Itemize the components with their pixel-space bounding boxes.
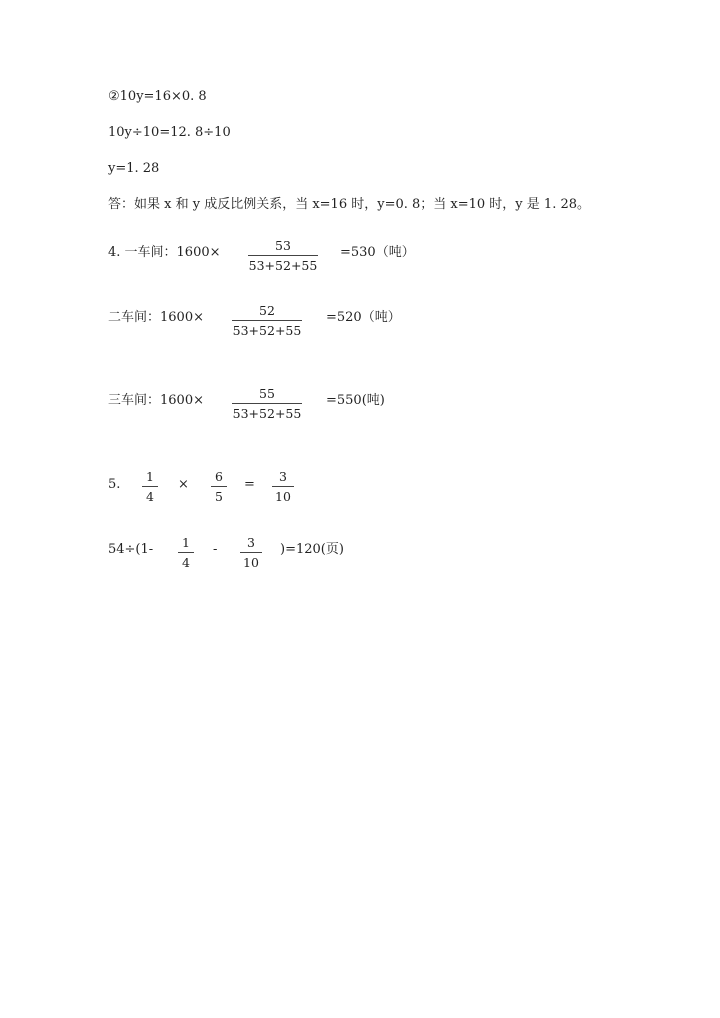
fraction-denominator: 5 bbox=[215, 489, 223, 504]
equation-line-3: y=1. 28 bbox=[108, 161, 160, 176]
fraction-denominator: 4 bbox=[146, 489, 154, 504]
fraction-denominator: 10 bbox=[243, 555, 259, 570]
fraction-denominator: 53+52+55 bbox=[248, 258, 318, 273]
fraction-bar bbox=[232, 320, 302, 321]
workshop-2-fraction bbox=[232, 303, 302, 338]
fraction-numerator: 3 bbox=[247, 535, 255, 550]
answer-line: 答：如果 x 和 y 成反比例关系，当 x=16 时，y=0. 8；当 x=10 时，y 是 1. 28。 bbox=[108, 197, 590, 212]
q5-line2-fraction-2 bbox=[240, 535, 262, 570]
equals-sign: = bbox=[244, 477, 255, 492]
fraction-numerator: 6 bbox=[215, 469, 223, 484]
question-5-label: 5. bbox=[108, 477, 121, 492]
q5-line2-fraction-1 bbox=[178, 535, 194, 570]
fraction-bar bbox=[142, 486, 158, 487]
times-sign: × bbox=[178, 477, 189, 492]
fraction-bar bbox=[272, 486, 294, 487]
q5-line2-prefix: 54÷(1- bbox=[108, 542, 154, 557]
fraction-bar bbox=[248, 255, 318, 256]
fraction-numerator: 52 bbox=[259, 303, 275, 318]
q5-fraction-2 bbox=[211, 469, 227, 504]
workshop-3-result: =550(吨) bbox=[326, 393, 385, 408]
workshop-3-prefix: 三车间：1600× bbox=[108, 393, 204, 408]
q5-line2-suffix: )=120(页) bbox=[280, 542, 344, 557]
workshop-2-prefix: 二车间：1600× bbox=[108, 310, 204, 325]
fraction-numerator: 3 bbox=[279, 469, 287, 484]
equation-line-2: 10y÷10=12. 8÷10 bbox=[108, 125, 231, 140]
fraction-numerator: 55 bbox=[259, 386, 275, 401]
workshop-2-result: =520（吨） bbox=[326, 310, 401, 325]
fraction-numerator: 1 bbox=[182, 535, 190, 550]
workshop-3-fraction bbox=[232, 386, 302, 421]
fraction-denominator: 53+52+55 bbox=[232, 323, 302, 338]
q5-fraction-3 bbox=[272, 469, 294, 504]
fraction-numerator: 1 bbox=[146, 469, 154, 484]
fraction-denominator: 10 bbox=[275, 489, 291, 504]
fraction-denominator: 53+52+55 bbox=[232, 406, 302, 421]
q5-fraction-1 bbox=[142, 469, 158, 504]
workshop-1-fraction bbox=[248, 238, 318, 273]
fraction-numerator: 53 bbox=[275, 238, 291, 253]
fraction-denominator: 4 bbox=[182, 555, 190, 570]
workshop-1-prefix: 4. 一车间：1600× bbox=[108, 245, 221, 260]
fraction-bar bbox=[178, 552, 194, 553]
workshop-1-result: =530（吨） bbox=[340, 245, 415, 260]
fraction-bar bbox=[240, 552, 262, 553]
fraction-bar bbox=[211, 486, 227, 487]
minus-sign: - bbox=[213, 542, 218, 557]
fraction-bar bbox=[232, 403, 302, 404]
equation-line-1: ②10y=16×0. 8 bbox=[108, 89, 207, 104]
